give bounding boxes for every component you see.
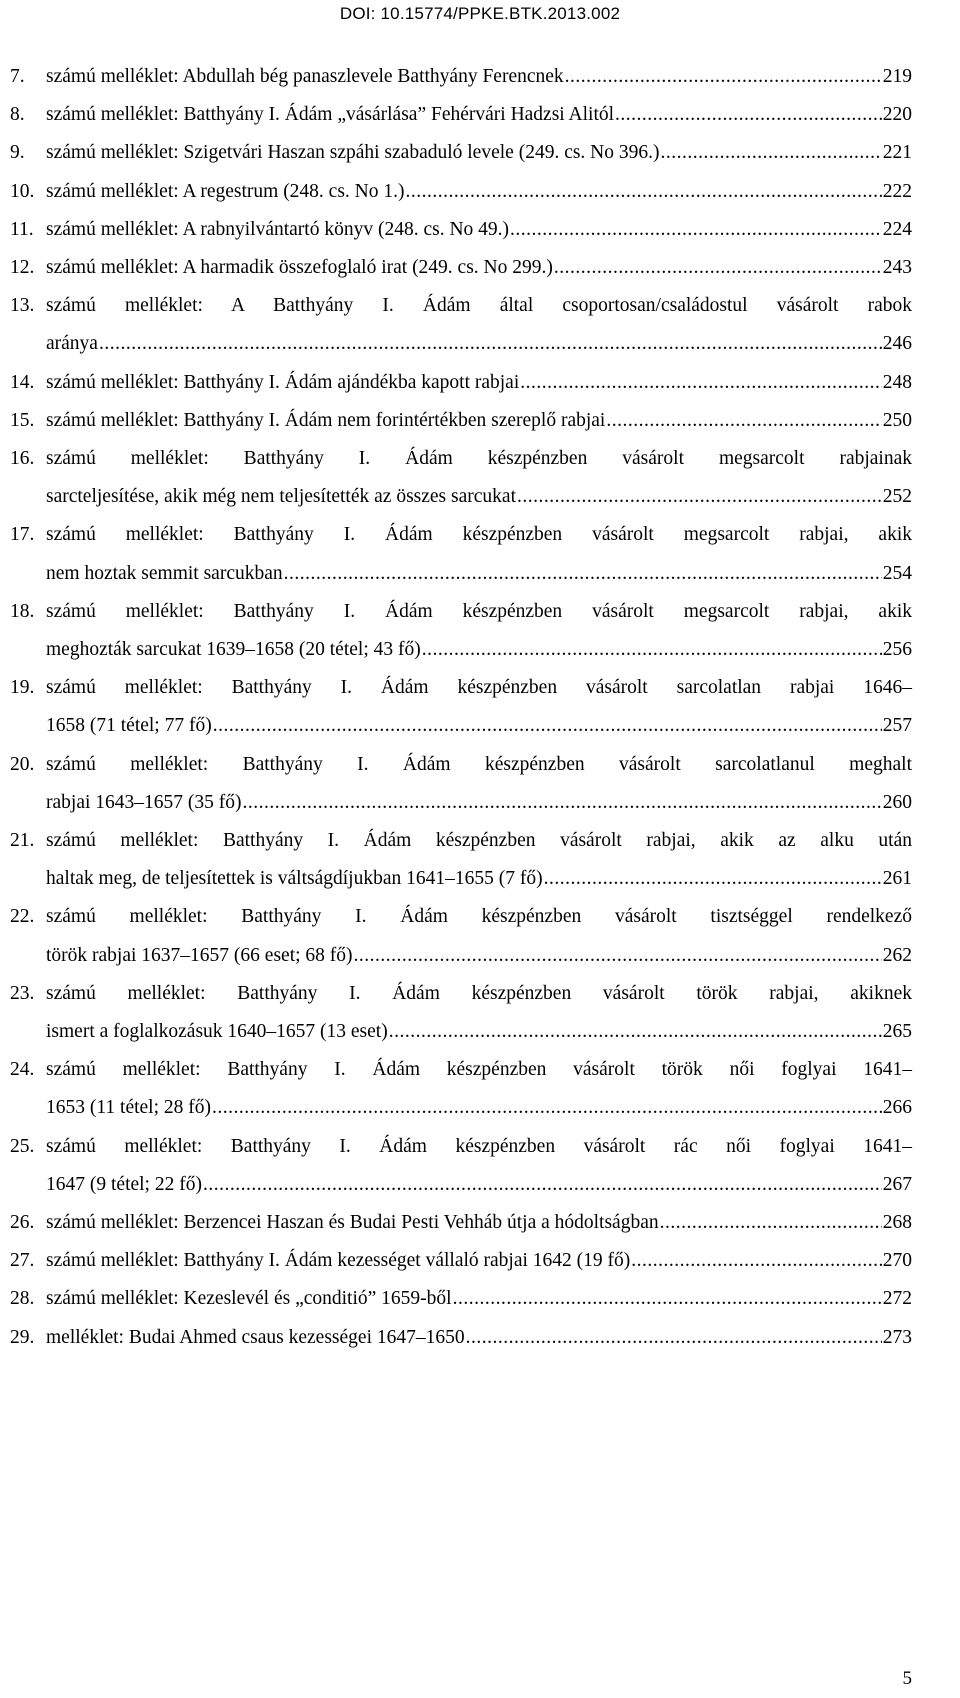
toc-entry-page[interactable]: 220 bbox=[882, 104, 912, 126]
toc-entry-line bbox=[46, 482, 912, 512]
toc-entry-text: számú melléklet: Batthyány I. Ádám készpénzben vásárolt rabjai, akik az alku után bbox=[46, 830, 912, 851]
toc-entry-line bbox=[10, 100, 912, 130]
toc-entry-text: 1647 (9 tétel; 22 fő) bbox=[46, 1173, 202, 1195]
dot-leader bbox=[631, 1246, 881, 1276]
toc-entry-line bbox=[46, 941, 912, 971]
toc-entry-page[interactable]: 250 bbox=[882, 409, 912, 431]
toc-entry-text: számú melléklet: A rabnyilvántartó könyv (248. cs. No 49.) bbox=[46, 218, 510, 240]
toc-entry-number: 18. bbox=[10, 600, 35, 622]
toc-entry-text: számú melléklet: Batthyány I. Ádám készpénzben vásárolt rác női foglyai 1641– bbox=[46, 1135, 912, 1157]
toc-entry-text: számú melléklet: Batthyány I. Ádám „vásárlása” Fehérvári Hadzsi Alitól bbox=[46, 104, 615, 126]
toc-entry-number: 9. bbox=[10, 142, 25, 164]
toc-entry-line bbox=[10, 673, 912, 703]
dot-leader bbox=[213, 711, 882, 741]
dot-leader bbox=[554, 253, 882, 283]
dot-leader bbox=[406, 177, 882, 207]
toc-entry-line bbox=[10, 1055, 912, 1085]
toc-entry-number: 19. bbox=[10, 677, 35, 699]
toc-entry-number: 29. bbox=[10, 1326, 35, 1348]
toc-entry-text: haltak meg, de teljesítettek is váltságdíjukban 1641–1655 (7 fő) bbox=[46, 868, 543, 890]
toc-entry-line bbox=[10, 826, 912, 856]
toc-entry-page[interactable]: 268 bbox=[882, 1212, 912, 1233]
toc-entry-number: 22. bbox=[10, 906, 35, 928]
toc-entry-line bbox=[10, 291, 912, 321]
toc-entry-number: 16. bbox=[10, 448, 35, 469]
toc-entry-number: 26. bbox=[10, 1212, 35, 1233]
dot-leader bbox=[661, 138, 882, 168]
toc-entry-number: 14. bbox=[10, 371, 35, 393]
toc-entry-page[interactable]: 265 bbox=[882, 1021, 912, 1042]
toc-entry-page[interactable]: 261 bbox=[882, 868, 912, 890]
dot-leader bbox=[517, 482, 882, 512]
toc-entry-text: sarcteljesítése, akik még nem teljesítették az összes sarcukat bbox=[46, 486, 516, 508]
dot-leader bbox=[354, 941, 882, 971]
toc-entry-text: számú melléklet: A regestrum (248. cs. No 1.) bbox=[46, 180, 405, 202]
toc-entry-page[interactable]: 270 bbox=[882, 1250, 912, 1272]
toc-entry-number: 21. bbox=[10, 830, 35, 851]
toc-entry-page[interactable]: 272 bbox=[882, 1288, 912, 1310]
dot-leader bbox=[510, 215, 882, 245]
toc-entry-text: melléklet: Budai Ahmed csaus kezességei 1647–1650 bbox=[46, 1326, 465, 1348]
toc-entry-text: számú melléklet: Batthyány I. Ádám készpénzben vásárolt sarcolatlanul meghalt bbox=[46, 753, 912, 775]
toc-entry-text: ismert a foglalkozásuk 1640–1657 (13 eset) bbox=[46, 1021, 388, 1042]
toc-entry-text: 1653 (11 tétel; 28 fő) bbox=[46, 1097, 211, 1119]
toc-entry-line bbox=[10, 177, 912, 207]
toc-entry-line bbox=[10, 138, 912, 168]
toc-entry-number: 27. bbox=[10, 1250, 35, 1272]
toc-entry-number: 13. bbox=[10, 295, 35, 317]
toc-entry-line bbox=[10, 1132, 912, 1162]
toc-entry-text: meghozták sarcukat 1639–1658 (20 tétel; 43 fő) bbox=[46, 639, 421, 660]
toc-entry-page[interactable]: 260 bbox=[882, 791, 912, 813]
toc-entry-page[interactable]: 266 bbox=[882, 1097, 912, 1119]
toc-entry-line bbox=[10, 253, 912, 283]
toc-entry-number: 23. bbox=[10, 982, 35, 1004]
dot-leader bbox=[99, 329, 882, 359]
dot-leader bbox=[565, 62, 882, 92]
dot-leader bbox=[243, 788, 882, 818]
toc-entry-line bbox=[46, 635, 912, 665]
toc-entry-page[interactable]: 252 bbox=[882, 486, 912, 508]
toc-entry-page[interactable]: 219 bbox=[882, 66, 912, 87]
dot-leader bbox=[466, 1323, 882, 1353]
dot-leader bbox=[520, 368, 881, 398]
toc-entry-line bbox=[10, 597, 912, 627]
toc-entry-line bbox=[10, 1246, 912, 1276]
toc-entry-text: számú melléklet: A harmadik összefoglaló irat (249. cs. No 299.) bbox=[46, 257, 553, 278]
toc-entry-page[interactable]: 254 bbox=[882, 562, 912, 584]
doi-header: DOI: 10.15774/PPKE.BTK.2013.002 bbox=[339, 4, 621, 23]
toc-entry-page[interactable]: 257 bbox=[882, 715, 912, 737]
toc-entry-text: rabjai 1643–1657 (35 fő) bbox=[46, 791, 242, 813]
toc-entry-text: török rabjai 1637–1657 (66 eset; 68 fő) bbox=[46, 944, 353, 966]
toc-entry-line bbox=[10, 215, 912, 245]
dot-leader bbox=[203, 1170, 882, 1200]
toc-entry-line bbox=[10, 1323, 912, 1353]
toc-entry-text: aránya bbox=[46, 333, 98, 355]
toc-entry-page[interactable]: 221 bbox=[882, 142, 912, 164]
toc-entry-text: számú melléklet: Batthyány I. Ádám készpénzben vásárolt megsarcolt rabjainak bbox=[46, 448, 912, 469]
toc-entry-line bbox=[46, 329, 912, 359]
toc-entry-text: számú melléklet: Batthyány I. Ádám kezességet vállaló rabjai 1642 (19 fő) bbox=[46, 1250, 631, 1272]
toc-entry-line bbox=[10, 444, 912, 474]
toc-entry-number: 12. bbox=[10, 257, 35, 278]
toc-entry-line bbox=[10, 520, 912, 550]
toc-entry-line bbox=[10, 750, 912, 780]
toc-entry-page[interactable]: 243 bbox=[882, 257, 912, 278]
toc-entry-text: számú melléklet: Batthyány I. Ádám készpénzben vásárolt megsarcolt rabjai, akik bbox=[46, 600, 912, 622]
toc-entry-line bbox=[46, 1093, 912, 1123]
toc-entry-text: számú melléklet: Abdullah bég panaszlevele Batthyány Ferencnek bbox=[46, 66, 564, 87]
toc-entry-line bbox=[10, 1284, 912, 1314]
toc-entry-number: 17. bbox=[10, 524, 35, 546]
dot-leader bbox=[389, 1017, 882, 1047]
toc-entry-text: számú melléklet: Batthyány I. Ádám nem forintértékben szereplő rabjai bbox=[46, 409, 606, 431]
toc-entry-text: számú melléklet: Kezeslevél és „conditió” 1659-ből bbox=[46, 1288, 452, 1310]
toc-entry-number: 20. bbox=[10, 753, 35, 775]
toc-entry-text: számú melléklet: Batthyány I. Ádám készpénzben vásárolt török női foglyai 1641– bbox=[46, 1059, 912, 1081]
toc-entry-text: számú melléklet: Batthyány I. Ádám készpénzben vásárolt megsarcolt rabjai, akik bbox=[46, 524, 912, 546]
dot-leader bbox=[212, 1093, 882, 1123]
toc-entry-page[interactable]: 267 bbox=[882, 1173, 912, 1195]
toc-entry-number: 25. bbox=[10, 1135, 35, 1157]
toc-entry-line bbox=[46, 711, 912, 741]
toc-entry-line bbox=[10, 62, 912, 92]
toc-entry-text: nem hoztak semmit sarcukban bbox=[46, 562, 283, 584]
toc-entry-text: számú melléklet: Batthyány I. Ádám készpénzben vásárolt tisztséggel rendelkező bbox=[46, 906, 912, 928]
toc-entry-text: számú melléklet: Berzencei Haszan és Budai Pesti Vehháb útja a hódoltságban bbox=[46, 1212, 659, 1233]
toc-entry-page[interactable]: 246 bbox=[882, 333, 912, 355]
toc-entry-number: 24. bbox=[10, 1059, 35, 1081]
toc-entry-line bbox=[10, 406, 912, 436]
toc-entry-line bbox=[46, 559, 912, 589]
toc-entry-text: számú melléklet: Batthyány I. Ádám készpénzben vásárolt török rabjai, akiknek bbox=[46, 982, 912, 1004]
toc-entry-page[interactable]: 224 bbox=[882, 218, 912, 240]
toc-entry-number: 15. bbox=[10, 409, 35, 431]
toc-entry-line bbox=[10, 368, 912, 398]
toc-entry-text: számú melléklet: Szigetvári Haszan szpáhi szabaduló levele (249. cs. No 396.) bbox=[46, 142, 660, 164]
dot-leader bbox=[422, 635, 882, 665]
toc-entry-number: 10. bbox=[10, 180, 35, 202]
toc-entry-page[interactable]: 222 bbox=[882, 180, 912, 202]
toc-entry-line bbox=[46, 864, 912, 894]
toc-entry-text: számú melléklet: Batthyány I. Ádám készpénzben vásárolt sarcolatlan rabjai 1646– bbox=[46, 677, 912, 699]
dot-leader bbox=[615, 100, 882, 130]
toc-entry-page[interactable]: 248 bbox=[882, 371, 912, 393]
toc-entry-number: 8. bbox=[10, 104, 25, 126]
toc-entry-line bbox=[10, 979, 912, 1009]
toc-entry-line bbox=[46, 788, 912, 818]
dot-leader bbox=[606, 406, 881, 436]
toc-entry-number: 28. bbox=[10, 1288, 35, 1310]
toc-entry-line bbox=[10, 1208, 912, 1238]
toc-entry-text: számú melléklet: Batthyány I. Ádám ajándékba kapott rabjai bbox=[46, 371, 520, 393]
toc-entry-line bbox=[46, 1017, 912, 1047]
dot-leader bbox=[453, 1284, 882, 1314]
dot-leader bbox=[284, 559, 882, 589]
dot-leader bbox=[660, 1208, 882, 1238]
toc-entry-page[interactable]: 256 bbox=[882, 639, 912, 660]
page-number: 5 bbox=[902, 1668, 912, 1689]
toc-entry-line bbox=[46, 1170, 912, 1200]
dot-leader bbox=[544, 864, 882, 894]
toc-entry-line bbox=[10, 902, 912, 932]
toc-entry-text: számú melléklet: A Batthyány I. Ádám által csoportosan/családostul vásárolt rabok bbox=[46, 295, 912, 317]
toc-entry-page[interactable]: 273 bbox=[882, 1326, 912, 1348]
toc-entry-number: 11. bbox=[10, 218, 34, 240]
toc-entry-number: 7. bbox=[10, 66, 25, 87]
toc-entry-page[interactable]: 262 bbox=[882, 944, 912, 966]
toc-entry-text: 1658 (71 tétel; 77 fő) bbox=[46, 715, 212, 737]
